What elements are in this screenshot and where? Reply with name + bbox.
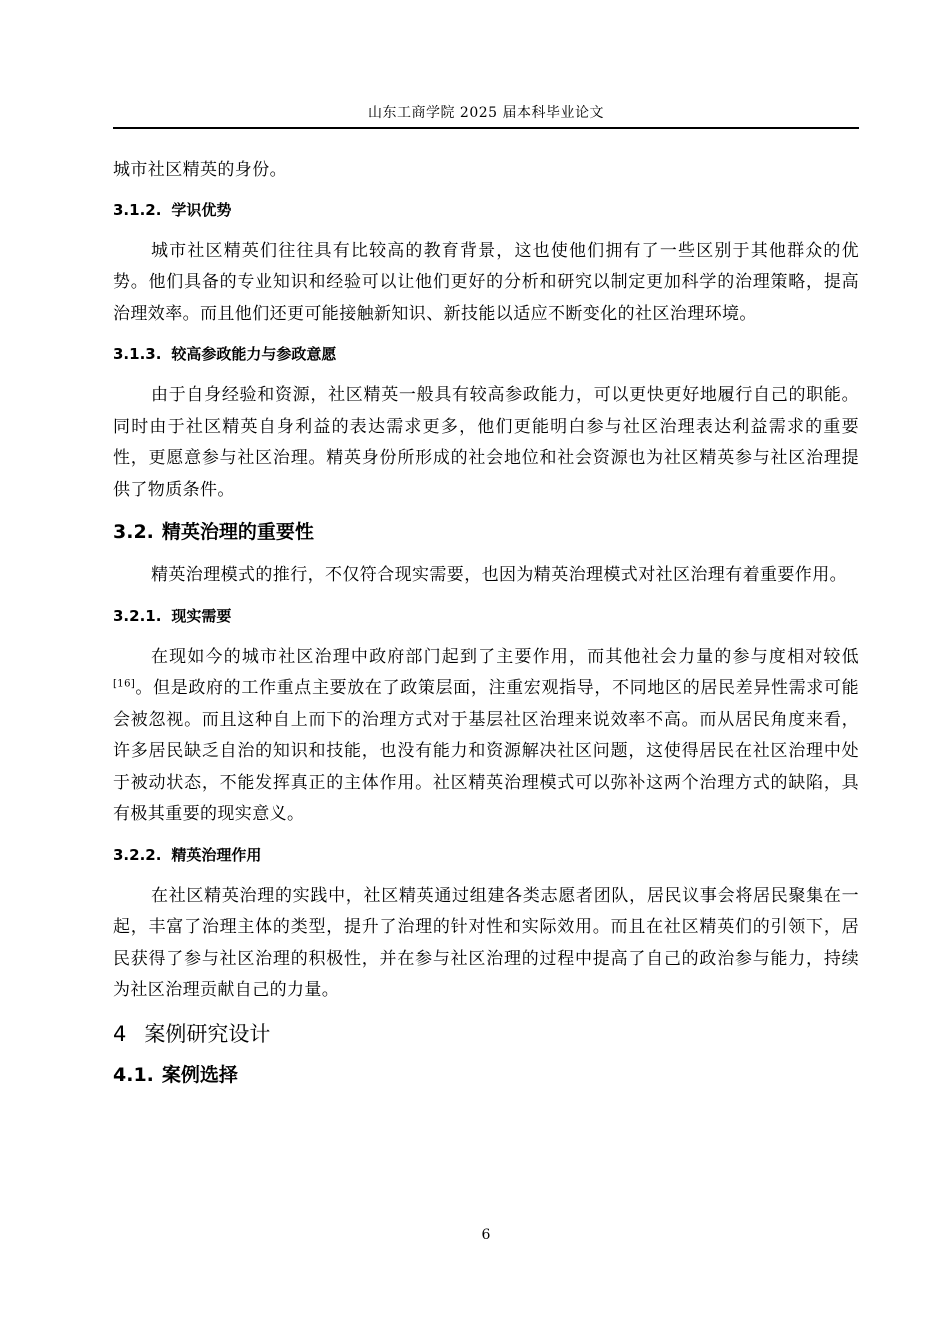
- paragraph-3-1-3: 由于自身经验和资源，社区精英一般具有较高参政能力，可以更快更好地履行自己的职能。同时由于社区精英自身利益的表达需求更多，他们更能明白参与社区治理表达利益需求的重要性，更愿意参与社区治理。精英身份所形成的社会地位和社会资源也为社区精英参与社区治理提供了物质条件。: [113, 385, 859, 500]
- paragraph-text: 。但是政府的工作重点主要放在了政策层面，注重宏观指导，不同地区的居民差异性需求可能会被忽视。而且这种自上而下的治理方式对于基层社区治理来说效率不高。而从居民角度来看，许多居民缺乏自治的知识和技能，也没有能力和资源解决社区问题，这使得居民在社区治理中处于被动状态，不能发挥真正的主体作用。社区精英治理模式可以弥补这两个治理方式的缺陷，具有极其重要的现实意义。: [113, 678, 859, 824]
- running-header: 山东工商学院 2025 届本科毕业论文: [367, 105, 605, 121]
- heading-title: 精英治理作用: [171, 845, 262, 864]
- heading-4: [113, 1019, 859, 1049]
- heading-number: 3.2.: [113, 521, 154, 543]
- heading-title: 学识优势: [171, 200, 232, 219]
- heading-number: 3.2.2.: [113, 845, 162, 864]
- paragraph-3-1-2: 城市社区精英们往往具有比较高的教育背景，这也使他们拥有了一些区别于其他群众的优势。他们具备的专业知识和经验可以让他们更好的分析和研究以制定更加科学的治理策略，提高治理效率。而且他们还更可能接触新知识、新技能以适应不断变化的社区治理环境。: [113, 240, 859, 324]
- heading-3-2: [113, 518, 859, 546]
- heading-title: 案例选择: [161, 1063, 238, 1086]
- paragraph-3-2: 精英治理模式的推行，不仅符合现实需要，也因为精英治理模式对社区治理有着重要作用。: [151, 565, 847, 585]
- citation-reference[interactable]: [16]: [113, 678, 136, 690]
- heading-3-2-2: [113, 843, 859, 867]
- paragraph-text: 在现如今的城市社区治理中政府部门起到了主要作用，而其他社会力量的参与度相对较低: [151, 646, 859, 667]
- heading-number: 3.1.2.: [113, 200, 162, 219]
- heading-title: 案例研究设计: [144, 1021, 271, 1046]
- paragraph-3-2-2: 在社区精英治理的实践中，社区精英通过组建各类志愿者团队，居民议事会将居民聚集在一起，丰富了治理主体的类型，提升了治理的针对性和实际效用。而且在社区精英们的引领下，居民获得了参与社区治理的积极性，并在参与社区治理的过程中提高了自己的政治参与能力，持续为社区治理贡献自己的力量。: [113, 885, 859, 1000]
- heading-number: 4.1.: [113, 1063, 154, 1086]
- heading-3-1-3: [113, 342, 859, 366]
- paragraph-3-2-1: [113, 642, 859, 831]
- document-page: [113, 0, 859, 1344]
- heading-number: 4: [113, 1021, 127, 1046]
- heading-number: 3.2.1.: [113, 606, 162, 625]
- heading-3-1-2: [113, 198, 859, 222]
- heading-3-2-1: [113, 604, 859, 628]
- heading-title: 精英治理的重要性: [161, 521, 314, 543]
- page-content: [113, 155, 859, 1089]
- header-rule: [113, 127, 859, 129]
- paragraph-intro-tail: 城市社区精英的身份。: [113, 160, 287, 180]
- heading-title: 较高参政能力与参政意愿: [171, 345, 337, 363]
- heading-4-1: [113, 1061, 859, 1089]
- heading-title: 现实需要: [171, 606, 232, 625]
- page-number: 6: [481, 1227, 491, 1243]
- heading-number: 3.1.3.: [113, 345, 162, 363]
